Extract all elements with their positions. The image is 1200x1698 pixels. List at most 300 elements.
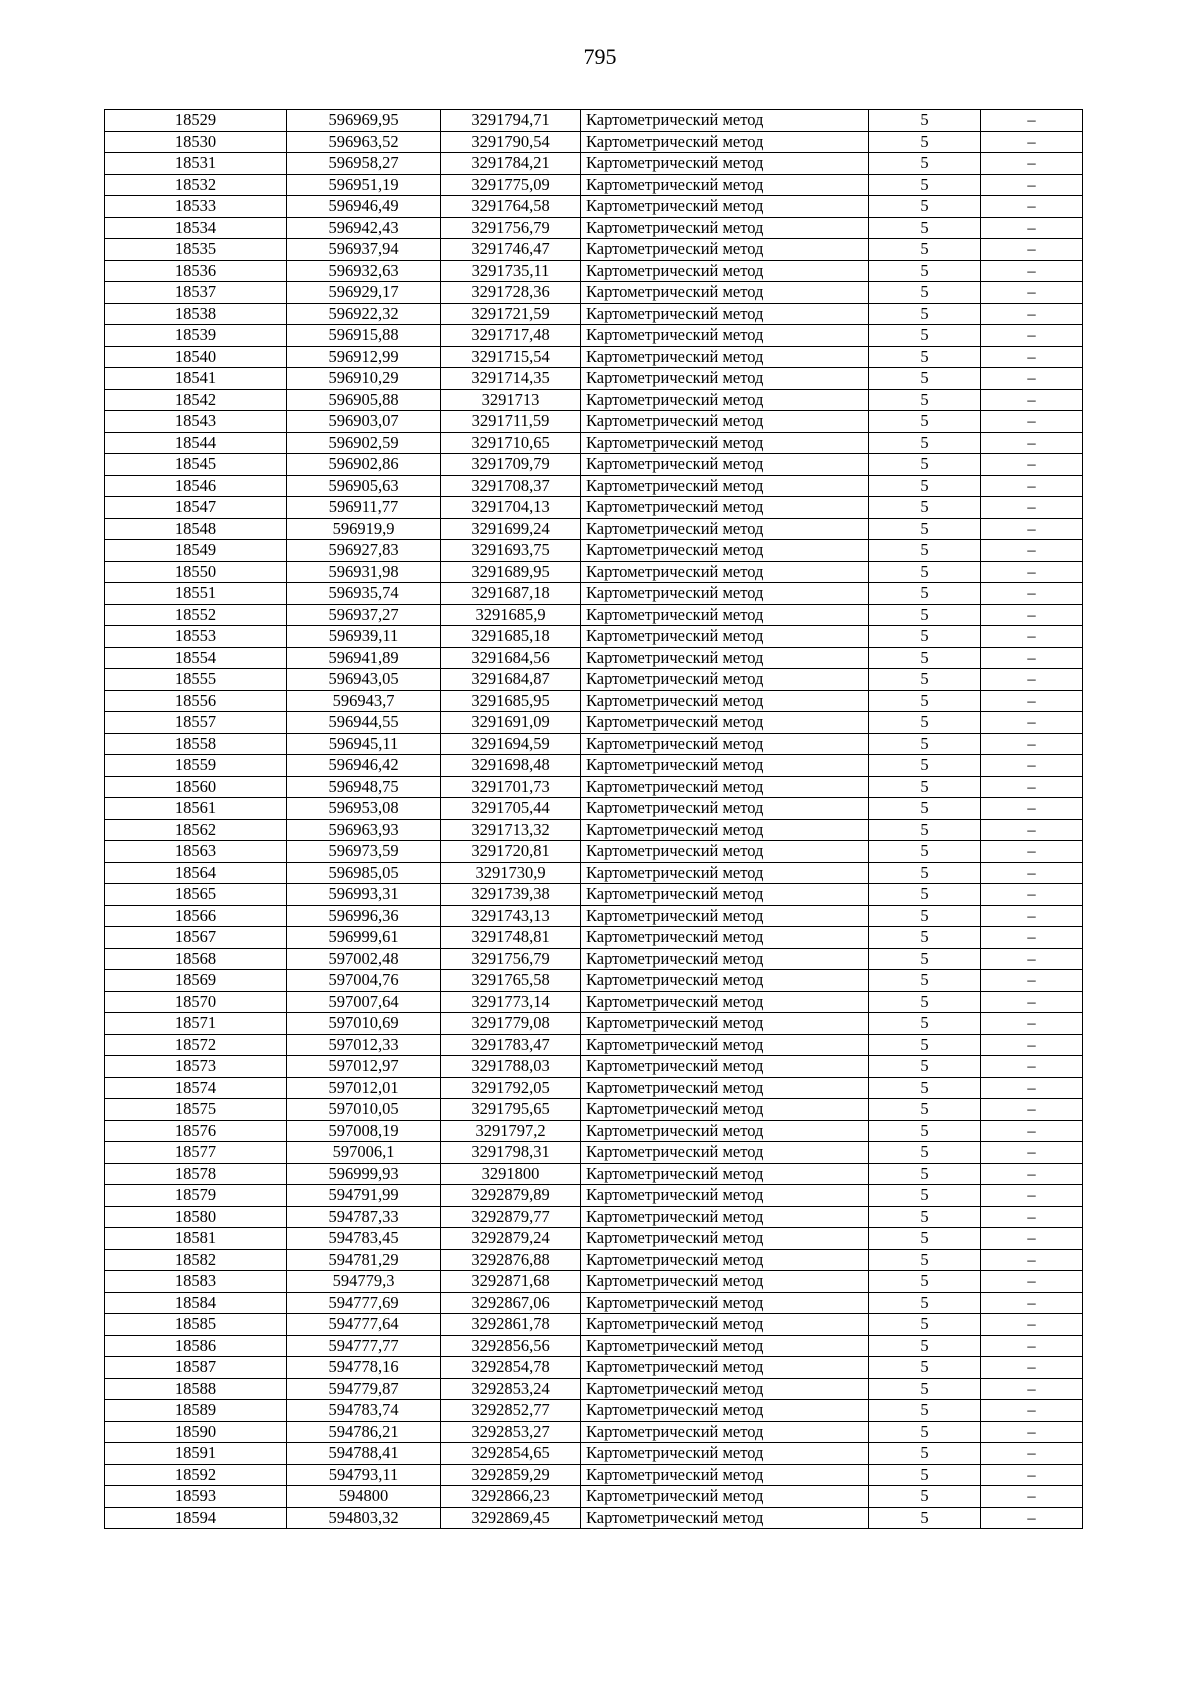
accuracy-cell: 5 bbox=[869, 1335, 981, 1357]
accuracy-cell: 5 bbox=[869, 583, 981, 605]
table-row bbox=[105, 411, 1083, 433]
point-number-cell: 18536 bbox=[105, 260, 287, 282]
point-number-cell: 18570 bbox=[105, 991, 287, 1013]
x-coordinate-cell: 596944,55 bbox=[287, 712, 441, 734]
x-coordinate-cell: 596942,43 bbox=[287, 217, 441, 239]
y-coordinate-cell: 3292854,65 bbox=[441, 1443, 581, 1465]
method-cell: Картометрический метод bbox=[581, 583, 869, 605]
note-cell: – bbox=[981, 841, 1083, 863]
y-coordinate-cell: 3291691,09 bbox=[441, 712, 581, 734]
note-cell: – bbox=[981, 1056, 1083, 1078]
y-coordinate-cell: 3291701,73 bbox=[441, 776, 581, 798]
accuracy-cell: 5 bbox=[869, 1206, 981, 1228]
table-row bbox=[105, 733, 1083, 755]
point-number-cell: 18539 bbox=[105, 325, 287, 347]
x-coordinate-cell: 594777,77 bbox=[287, 1335, 441, 1357]
x-coordinate-cell: 596919,9 bbox=[287, 518, 441, 540]
note-cell: – bbox=[981, 1206, 1083, 1228]
y-coordinate-cell: 3292867,06 bbox=[441, 1292, 581, 1314]
x-coordinate-cell: 594779,87 bbox=[287, 1378, 441, 1400]
note-cell: – bbox=[981, 583, 1083, 605]
point-number-cell: 18581 bbox=[105, 1228, 287, 1250]
y-coordinate-cell: 3291739,38 bbox=[441, 884, 581, 906]
note-cell: – bbox=[981, 282, 1083, 304]
accuracy-cell: 5 bbox=[869, 1056, 981, 1078]
x-coordinate-cell: 596910,29 bbox=[287, 368, 441, 390]
table-row bbox=[105, 884, 1083, 906]
method-cell: Картометрический метод bbox=[581, 153, 869, 175]
accuracy-cell: 5 bbox=[869, 712, 981, 734]
note-cell: – bbox=[981, 110, 1083, 132]
note-cell: – bbox=[981, 346, 1083, 368]
x-coordinate-cell: 596927,83 bbox=[287, 540, 441, 562]
accuracy-cell: 5 bbox=[869, 1120, 981, 1142]
y-coordinate-cell: 3291794,71 bbox=[441, 110, 581, 132]
table-row bbox=[105, 1013, 1083, 1035]
x-coordinate-cell: 597008,19 bbox=[287, 1120, 441, 1142]
table-row bbox=[105, 1077, 1083, 1099]
y-coordinate-cell: 3291717,48 bbox=[441, 325, 581, 347]
note-cell: – bbox=[981, 1486, 1083, 1508]
method-cell: Картометрический метод bbox=[581, 712, 869, 734]
method-cell: Картометрический метод bbox=[581, 1056, 869, 1078]
accuracy-cell: 5 bbox=[869, 1099, 981, 1121]
method-cell: Картометрический метод bbox=[581, 1206, 869, 1228]
table-row bbox=[105, 131, 1083, 153]
table-row bbox=[105, 1163, 1083, 1185]
table-row bbox=[105, 755, 1083, 777]
y-coordinate-cell: 3292852,77 bbox=[441, 1400, 581, 1422]
table-row bbox=[105, 1249, 1083, 1271]
method-cell: Картометрический метод bbox=[581, 1228, 869, 1250]
x-coordinate-cell: 596915,88 bbox=[287, 325, 441, 347]
table-row bbox=[105, 1507, 1083, 1529]
method-cell: Картометрический метод bbox=[581, 1077, 869, 1099]
method-cell: Картометрический метод bbox=[581, 131, 869, 153]
x-coordinate-cell: 596946,49 bbox=[287, 196, 441, 218]
x-coordinate-cell: 596969,95 bbox=[287, 110, 441, 132]
note-cell: – bbox=[981, 669, 1083, 691]
point-number-cell: 18567 bbox=[105, 927, 287, 949]
y-coordinate-cell: 3291684,56 bbox=[441, 647, 581, 669]
y-coordinate-cell: 3292856,56 bbox=[441, 1335, 581, 1357]
point-number-cell: 18535 bbox=[105, 239, 287, 261]
point-number-cell: 18585 bbox=[105, 1314, 287, 1336]
accuracy-cell: 5 bbox=[869, 1185, 981, 1207]
y-coordinate-cell: 3292879,89 bbox=[441, 1185, 581, 1207]
table-row bbox=[105, 346, 1083, 368]
table-row bbox=[105, 1357, 1083, 1379]
accuracy-cell: 5 bbox=[869, 1400, 981, 1422]
method-cell: Картометрический метод bbox=[581, 819, 869, 841]
point-number-cell: 18566 bbox=[105, 905, 287, 927]
note-cell: – bbox=[981, 776, 1083, 798]
y-coordinate-cell: 3291783,47 bbox=[441, 1034, 581, 1056]
table-row bbox=[105, 153, 1083, 175]
point-number-cell: 18591 bbox=[105, 1443, 287, 1465]
accuracy-cell: 5 bbox=[869, 927, 981, 949]
point-number-cell: 18545 bbox=[105, 454, 287, 476]
method-cell: Картометрический метод bbox=[581, 1421, 869, 1443]
point-number-cell: 18568 bbox=[105, 948, 287, 970]
table-row bbox=[105, 282, 1083, 304]
accuracy-cell: 5 bbox=[869, 819, 981, 841]
method-cell: Картометрический метод bbox=[581, 776, 869, 798]
y-coordinate-cell: 3291684,87 bbox=[441, 669, 581, 691]
x-coordinate-cell: 596903,07 bbox=[287, 411, 441, 433]
accuracy-cell: 5 bbox=[869, 884, 981, 906]
table-row bbox=[105, 1034, 1083, 1056]
y-coordinate-cell: 3291788,03 bbox=[441, 1056, 581, 1078]
method-cell: Картометрический метод bbox=[581, 196, 869, 218]
y-coordinate-cell: 3291792,05 bbox=[441, 1077, 581, 1099]
point-number-cell: 18531 bbox=[105, 153, 287, 175]
accuracy-cell: 5 bbox=[869, 153, 981, 175]
x-coordinate-cell: 596958,27 bbox=[287, 153, 441, 175]
accuracy-cell: 5 bbox=[869, 690, 981, 712]
y-coordinate-cell: 3291705,44 bbox=[441, 798, 581, 820]
accuracy-cell: 5 bbox=[869, 1464, 981, 1486]
x-coordinate-cell: 594777,69 bbox=[287, 1292, 441, 1314]
accuracy-cell: 5 bbox=[869, 217, 981, 239]
accuracy-cell: 5 bbox=[869, 196, 981, 218]
method-cell: Картометрический метод bbox=[581, 282, 869, 304]
method-cell: Картометрический метод bbox=[581, 991, 869, 1013]
point-number-cell: 18540 bbox=[105, 346, 287, 368]
x-coordinate-cell: 597002,48 bbox=[287, 948, 441, 970]
y-coordinate-cell: 3291779,08 bbox=[441, 1013, 581, 1035]
y-coordinate-cell: 3291790,54 bbox=[441, 131, 581, 153]
accuracy-cell: 5 bbox=[869, 475, 981, 497]
accuracy-cell: 5 bbox=[869, 1142, 981, 1164]
coordinates-table bbox=[104, 109, 1083, 1529]
y-coordinate-cell: 3291693,75 bbox=[441, 540, 581, 562]
point-number-cell: 18559 bbox=[105, 755, 287, 777]
y-coordinate-cell: 3291710,65 bbox=[441, 432, 581, 454]
table-row bbox=[105, 389, 1083, 411]
point-number-cell: 18589 bbox=[105, 1400, 287, 1422]
x-coordinate-cell: 596935,74 bbox=[287, 583, 441, 605]
y-coordinate-cell: 3291715,54 bbox=[441, 346, 581, 368]
note-cell: – bbox=[981, 1249, 1083, 1271]
table-row bbox=[105, 1400, 1083, 1422]
y-coordinate-cell: 3291711,59 bbox=[441, 411, 581, 433]
y-coordinate-cell: 3291765,58 bbox=[441, 970, 581, 992]
y-coordinate-cell: 3292869,45 bbox=[441, 1507, 581, 1529]
x-coordinate-cell: 596945,11 bbox=[287, 733, 441, 755]
method-cell: Картометрический метод bbox=[581, 1163, 869, 1185]
note-cell: – bbox=[981, 1357, 1083, 1379]
point-number-cell: 18554 bbox=[105, 647, 287, 669]
note-cell: – bbox=[981, 411, 1083, 433]
note-cell: – bbox=[981, 1034, 1083, 1056]
table-row bbox=[105, 647, 1083, 669]
y-coordinate-cell: 3291735,11 bbox=[441, 260, 581, 282]
method-cell: Картометрический метод bbox=[581, 174, 869, 196]
point-number-cell: 18571 bbox=[105, 1013, 287, 1035]
y-coordinate-cell: 3291714,35 bbox=[441, 368, 581, 390]
point-number-cell: 18558 bbox=[105, 733, 287, 755]
y-coordinate-cell: 3292876,88 bbox=[441, 1249, 581, 1271]
y-coordinate-cell: 3292853,27 bbox=[441, 1421, 581, 1443]
point-number-cell: 18532 bbox=[105, 174, 287, 196]
x-coordinate-cell: 596946,42 bbox=[287, 755, 441, 777]
method-cell: Картометрический метод bbox=[581, 1400, 869, 1422]
accuracy-cell: 5 bbox=[869, 1421, 981, 1443]
x-coordinate-cell: 596948,75 bbox=[287, 776, 441, 798]
note-cell: – bbox=[981, 1163, 1083, 1185]
accuracy-cell: 5 bbox=[869, 1357, 981, 1379]
note-cell: – bbox=[981, 1335, 1083, 1357]
note-cell: – bbox=[981, 927, 1083, 949]
x-coordinate-cell: 597010,05 bbox=[287, 1099, 441, 1121]
method-cell: Картометрический метод bbox=[581, 561, 869, 583]
x-coordinate-cell: 596996,36 bbox=[287, 905, 441, 927]
accuracy-cell: 5 bbox=[869, 604, 981, 626]
point-number-cell: 18583 bbox=[105, 1271, 287, 1293]
method-cell: Картометрический метод bbox=[581, 454, 869, 476]
y-coordinate-cell: 3291795,65 bbox=[441, 1099, 581, 1121]
method-cell: Картометрический метод bbox=[581, 1378, 869, 1400]
y-coordinate-cell: 3291721,59 bbox=[441, 303, 581, 325]
note-cell: – bbox=[981, 604, 1083, 626]
method-cell: Картометрический метод bbox=[581, 1271, 869, 1293]
note-cell: – bbox=[981, 518, 1083, 540]
method-cell: Картометрический метод bbox=[581, 346, 869, 368]
x-coordinate-cell: 596951,19 bbox=[287, 174, 441, 196]
method-cell: Картометрический метод bbox=[581, 1335, 869, 1357]
method-cell: Картометрический метод bbox=[581, 432, 869, 454]
y-coordinate-cell: 3292854,78 bbox=[441, 1357, 581, 1379]
y-coordinate-cell: 3292859,29 bbox=[441, 1464, 581, 1486]
table-row bbox=[105, 475, 1083, 497]
x-coordinate-cell: 594800 bbox=[287, 1486, 441, 1508]
table-row bbox=[105, 1228, 1083, 1250]
accuracy-cell: 5 bbox=[869, 1443, 981, 1465]
note-cell: – bbox=[981, 733, 1083, 755]
table-row bbox=[105, 454, 1083, 476]
x-coordinate-cell: 597012,33 bbox=[287, 1034, 441, 1056]
point-number-cell: 18555 bbox=[105, 669, 287, 691]
note-cell: – bbox=[981, 1378, 1083, 1400]
page-number: 795 bbox=[583, 44, 617, 69]
table-row bbox=[105, 927, 1083, 949]
note-cell: – bbox=[981, 1464, 1083, 1486]
table-row bbox=[105, 970, 1083, 992]
accuracy-cell: 5 bbox=[869, 1034, 981, 1056]
table-row bbox=[105, 712, 1083, 734]
x-coordinate-cell: 594787,33 bbox=[287, 1206, 441, 1228]
table-row bbox=[105, 196, 1083, 218]
y-coordinate-cell: 3291698,48 bbox=[441, 755, 581, 777]
table-row bbox=[105, 217, 1083, 239]
point-number-cell: 18587 bbox=[105, 1357, 287, 1379]
table-row bbox=[105, 905, 1083, 927]
method-cell: Картометрический метод bbox=[581, 841, 869, 863]
point-number-cell: 18576 bbox=[105, 1120, 287, 1142]
accuracy-cell: 5 bbox=[869, 518, 981, 540]
point-number-cell: 18530 bbox=[105, 131, 287, 153]
note-cell: – bbox=[981, 712, 1083, 734]
accuracy-cell: 5 bbox=[869, 561, 981, 583]
point-number-cell: 18533 bbox=[105, 196, 287, 218]
table-row bbox=[105, 626, 1083, 648]
method-cell: Картометрический метод bbox=[581, 1507, 869, 1529]
x-coordinate-cell: 594781,29 bbox=[287, 1249, 441, 1271]
table-row bbox=[105, 1120, 1083, 1142]
table-row bbox=[105, 776, 1083, 798]
method-cell: Картометрический метод bbox=[581, 927, 869, 949]
table-row bbox=[105, 561, 1083, 583]
note-cell: – bbox=[981, 1228, 1083, 1250]
point-number-cell: 18579 bbox=[105, 1185, 287, 1207]
accuracy-cell: 5 bbox=[869, 1271, 981, 1293]
accuracy-cell: 5 bbox=[869, 540, 981, 562]
y-coordinate-cell: 3292879,24 bbox=[441, 1228, 581, 1250]
method-cell: Картометрический метод bbox=[581, 303, 869, 325]
note-cell: – bbox=[981, 647, 1083, 669]
method-cell: Картометрический метод bbox=[581, 970, 869, 992]
table-row bbox=[105, 819, 1083, 841]
x-coordinate-cell: 597006,1 bbox=[287, 1142, 441, 1164]
x-coordinate-cell: 596931,98 bbox=[287, 561, 441, 583]
note-cell: – bbox=[981, 884, 1083, 906]
table-row bbox=[105, 325, 1083, 347]
y-coordinate-cell: 3291775,09 bbox=[441, 174, 581, 196]
table-row bbox=[105, 1056, 1083, 1078]
y-coordinate-cell: 3291773,14 bbox=[441, 991, 581, 1013]
accuracy-cell: 5 bbox=[869, 174, 981, 196]
y-coordinate-cell: 3291685,18 bbox=[441, 626, 581, 648]
y-coordinate-cell: 3291720,81 bbox=[441, 841, 581, 863]
method-cell: Картометрический метод bbox=[581, 1034, 869, 1056]
table-row bbox=[105, 798, 1083, 820]
note-cell: – bbox=[981, 497, 1083, 519]
x-coordinate-cell: 594788,41 bbox=[287, 1443, 441, 1465]
note-cell: – bbox=[981, 1077, 1083, 1099]
note-cell: – bbox=[981, 239, 1083, 261]
y-coordinate-cell: 3291685,9 bbox=[441, 604, 581, 626]
accuracy-cell: 5 bbox=[869, 776, 981, 798]
method-cell: Картометрический метод bbox=[581, 1292, 869, 1314]
accuracy-cell: 5 bbox=[869, 239, 981, 261]
method-cell: Картометрический метод bbox=[581, 518, 869, 540]
note-cell: – bbox=[981, 432, 1083, 454]
table-row bbox=[105, 518, 1083, 540]
accuracy-cell: 5 bbox=[869, 1378, 981, 1400]
x-coordinate-cell: 594778,16 bbox=[287, 1357, 441, 1379]
table-row bbox=[105, 991, 1083, 1013]
table-row bbox=[105, 497, 1083, 519]
y-coordinate-cell: 3292853,24 bbox=[441, 1378, 581, 1400]
accuracy-cell: 5 bbox=[869, 798, 981, 820]
table-row bbox=[105, 110, 1083, 132]
accuracy-cell: 5 bbox=[869, 1077, 981, 1099]
accuracy-cell: 5 bbox=[869, 325, 981, 347]
point-number-cell: 18541 bbox=[105, 368, 287, 390]
table-row bbox=[105, 1142, 1083, 1164]
note-cell: – bbox=[981, 325, 1083, 347]
y-coordinate-cell: 3291756,79 bbox=[441, 948, 581, 970]
method-cell: Картометрический метод bbox=[581, 690, 869, 712]
x-coordinate-cell: 597012,01 bbox=[287, 1077, 441, 1099]
table-row bbox=[105, 1314, 1083, 1336]
x-coordinate-cell: 594777,64 bbox=[287, 1314, 441, 1336]
point-number-cell: 18534 bbox=[105, 217, 287, 239]
note-cell: – bbox=[981, 1013, 1083, 1035]
note-cell: – bbox=[981, 862, 1083, 884]
y-coordinate-cell: 3291798,31 bbox=[441, 1142, 581, 1164]
table-row bbox=[105, 1421, 1083, 1443]
y-coordinate-cell: 3291784,21 bbox=[441, 153, 581, 175]
x-coordinate-cell: 596932,63 bbox=[287, 260, 441, 282]
method-cell: Картометрический метод bbox=[581, 1464, 869, 1486]
point-number-cell: 18578 bbox=[105, 1163, 287, 1185]
table-row bbox=[105, 1271, 1083, 1293]
note-cell: – bbox=[981, 755, 1083, 777]
note-cell: – bbox=[981, 454, 1083, 476]
note-cell: – bbox=[981, 991, 1083, 1013]
accuracy-cell: 5 bbox=[869, 303, 981, 325]
y-coordinate-cell: 3291704,13 bbox=[441, 497, 581, 519]
y-coordinate-cell: 3291728,36 bbox=[441, 282, 581, 304]
y-coordinate-cell: 3291800 bbox=[441, 1163, 581, 1185]
y-coordinate-cell: 3292866,23 bbox=[441, 1486, 581, 1508]
point-number-cell: 18537 bbox=[105, 282, 287, 304]
method-cell: Картометрический метод bbox=[581, 368, 869, 390]
method-cell: Картометрический метод bbox=[581, 862, 869, 884]
point-number-cell: 18588 bbox=[105, 1378, 287, 1400]
method-cell: Картометрический метод bbox=[581, 1443, 869, 1465]
method-cell: Картометрический метод bbox=[581, 1120, 869, 1142]
x-coordinate-cell: 596912,99 bbox=[287, 346, 441, 368]
y-coordinate-cell: 3292861,78 bbox=[441, 1314, 581, 1336]
note-cell: – bbox=[981, 1185, 1083, 1207]
note-cell: – bbox=[981, 475, 1083, 497]
note-cell: – bbox=[981, 798, 1083, 820]
x-coordinate-cell: 594779,3 bbox=[287, 1271, 441, 1293]
y-coordinate-cell: 3291713 bbox=[441, 389, 581, 411]
accuracy-cell: 5 bbox=[869, 733, 981, 755]
point-number-cell: 18556 bbox=[105, 690, 287, 712]
x-coordinate-cell: 596939,11 bbox=[287, 626, 441, 648]
table-row bbox=[105, 1443, 1083, 1465]
point-number-cell: 18593 bbox=[105, 1486, 287, 1508]
point-number-cell: 18557 bbox=[105, 712, 287, 734]
x-coordinate-cell: 597007,64 bbox=[287, 991, 441, 1013]
method-cell: Картометрический метод bbox=[581, 647, 869, 669]
note-cell: – bbox=[981, 217, 1083, 239]
note-cell: – bbox=[981, 303, 1083, 325]
accuracy-cell: 5 bbox=[869, 991, 981, 1013]
accuracy-cell: 5 bbox=[869, 862, 981, 884]
accuracy-cell: 5 bbox=[869, 1228, 981, 1250]
note-cell: – bbox=[981, 1271, 1083, 1293]
accuracy-cell: 5 bbox=[869, 755, 981, 777]
point-number-cell: 18580 bbox=[105, 1206, 287, 1228]
accuracy-cell: 5 bbox=[869, 260, 981, 282]
x-coordinate-cell: 597012,97 bbox=[287, 1056, 441, 1078]
point-number-cell: 18542 bbox=[105, 389, 287, 411]
point-number-cell: 18572 bbox=[105, 1034, 287, 1056]
y-coordinate-cell: 3291685,95 bbox=[441, 690, 581, 712]
note-cell: – bbox=[981, 1507, 1083, 1529]
point-number-cell: 18562 bbox=[105, 819, 287, 841]
x-coordinate-cell: 596902,59 bbox=[287, 432, 441, 454]
accuracy-cell: 5 bbox=[869, 346, 981, 368]
table-row bbox=[105, 540, 1083, 562]
accuracy-cell: 5 bbox=[869, 454, 981, 476]
